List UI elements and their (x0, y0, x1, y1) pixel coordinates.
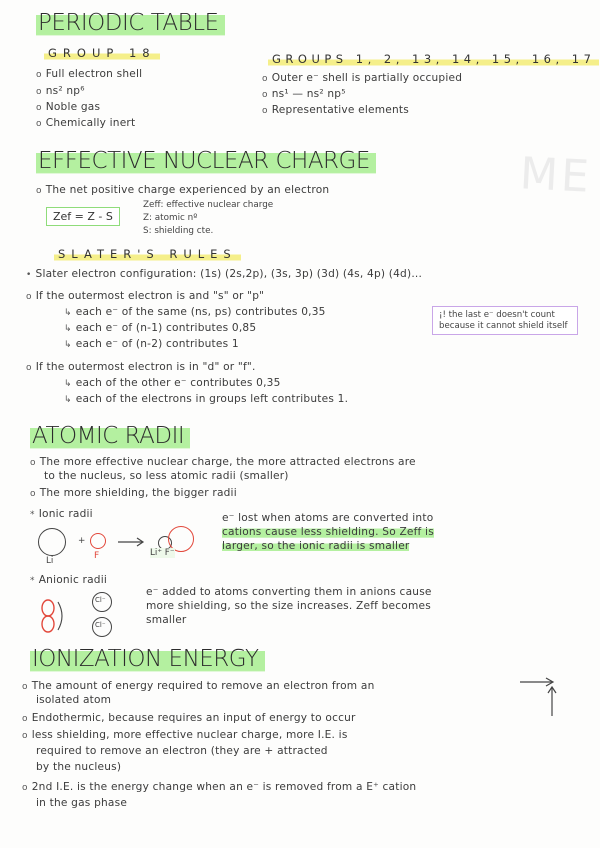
slater-config: • Slater electron configuration: (1s) (2s,2p), (3s, 3p) (3d) (4s, 4p) (4d)... (26, 268, 423, 280)
ionization-item-cont: isolated atom (36, 694, 112, 706)
cl-ion-label: Cl⁻ (95, 621, 106, 629)
radii-item: o The more effective nuclear charge, the more attracted electrons are (30, 456, 416, 468)
ionic-explanation-line: e⁻ lost when atoms are converted into (222, 512, 434, 524)
li-label: Li (46, 556, 54, 566)
lif-label: Li⁺ F⁻ (150, 548, 175, 558)
groups-item: o ns¹ — ns² np⁵ (262, 88, 346, 100)
ionization-item-cont: in the gas phase (36, 797, 128, 809)
bleed-through-text: ME (518, 148, 594, 203)
page-title: PERIODIC TABLE (36, 10, 225, 36)
ionic-radii-label: * Ionic radii (30, 508, 93, 520)
group18-item: o Noble gas (36, 101, 101, 113)
zeff-formula-box: Zef = Z - S (46, 207, 120, 226)
slater-df-item: ↳ each of the electrons in groups left contributes 1. (64, 393, 349, 405)
ionization-item-cont: by the nucleus) (36, 761, 122, 773)
li-atom-circle (38, 528, 66, 556)
enc-legend-line: Z: atomic nº (143, 213, 198, 223)
slater-sp-item: ↳ each e⁻ of (n-2) contributes 1 (64, 338, 239, 350)
ionic-explanation-line: cations cause less shielding. So Zeff is (222, 526, 434, 538)
enc-legend-line: S: shielding cte. (143, 226, 214, 236)
anionic-radii-label: * Anionic radii (30, 574, 107, 586)
ionization-item: o The amount of energy required to remove an electron from an (22, 680, 375, 692)
f-label: F (94, 551, 100, 561)
anionic-explanation-line: e⁻ added to atoms converting them in anions cause (146, 586, 432, 598)
enc-legend-line: Zeff: effective nuclear charge (143, 200, 274, 210)
f-atom-circle (90, 533, 106, 549)
group18-item: o ns² np⁶ (36, 85, 85, 97)
enc-definition: o The net positive charge experienced by an electron (36, 184, 330, 196)
slater-rule-df: o If the outermost electron is in "d" or "f". (26, 361, 256, 373)
trend-arrow-icon (518, 676, 558, 720)
enc-heading: EFFECTIVE NUCLEAR CHARGE (36, 148, 376, 174)
ionization-item-cont: required to remove an electron (they are + attracted (36, 745, 328, 757)
cl-molecule-icon (36, 594, 66, 638)
groups-heading: GROUPS 1, 2, 13, 14, 15, 16, 17 (268, 52, 599, 66)
groups-item: o Representative elements (262, 104, 409, 116)
ionization-item: o less shielding, more effective nuclear charge, more I.E. is (22, 729, 348, 741)
groups-item: o Outer e⁻ shell is partially occupied (262, 72, 463, 84)
group18-item: o Full electron shell (36, 68, 143, 80)
radii-item-cont: to the nucleus, so less atomic radii (smaller) (44, 470, 289, 482)
plus-sign: + (78, 536, 86, 546)
group18-item: o Chemically inert (36, 117, 136, 129)
cl-ion-label: Cl⁻ (95, 596, 106, 604)
anionic-explanation-line: smaller (146, 614, 187, 626)
slater-rule-sp: o If the outermost electron is and "s" or "p" (26, 290, 265, 302)
slater-sp-item: ↳ each e⁻ of (n-1) contributes 0,85 (64, 322, 257, 334)
slater-df-item: ↳ each of the other e⁻ contributes 0,35 (64, 377, 281, 389)
anionic-explanation-line: more shielding, so the size increases. Zeff becomes (146, 600, 431, 612)
ionization-heading: IONIZATION ENERGY (30, 646, 265, 672)
slater-sp-item: ↳ each e⁻ of the same (ns, ps) contributes 0,35 (64, 306, 326, 318)
ionic-explanation-line: larger, so the ionic radii is smaller (222, 540, 410, 552)
radii-heading: ATOMIC RADII (30, 423, 190, 449)
shielding-note-box: ¡! the last e⁻ doesn't count because it cannot shield itself (432, 306, 578, 335)
ionization-item: o 2nd I.E. is the energy change when an e⁻ is removed from a E⁺ cation (22, 781, 417, 793)
radii-item: o The more shielding, the bigger radii (30, 487, 237, 499)
slater-heading: SLATER'S RULES (54, 247, 241, 261)
ionization-item: o Endothermic, because requires an input of energy to occur (22, 712, 356, 724)
group18-heading: GROUP 18 (44, 46, 160, 60)
arrow-icon (118, 538, 146, 546)
